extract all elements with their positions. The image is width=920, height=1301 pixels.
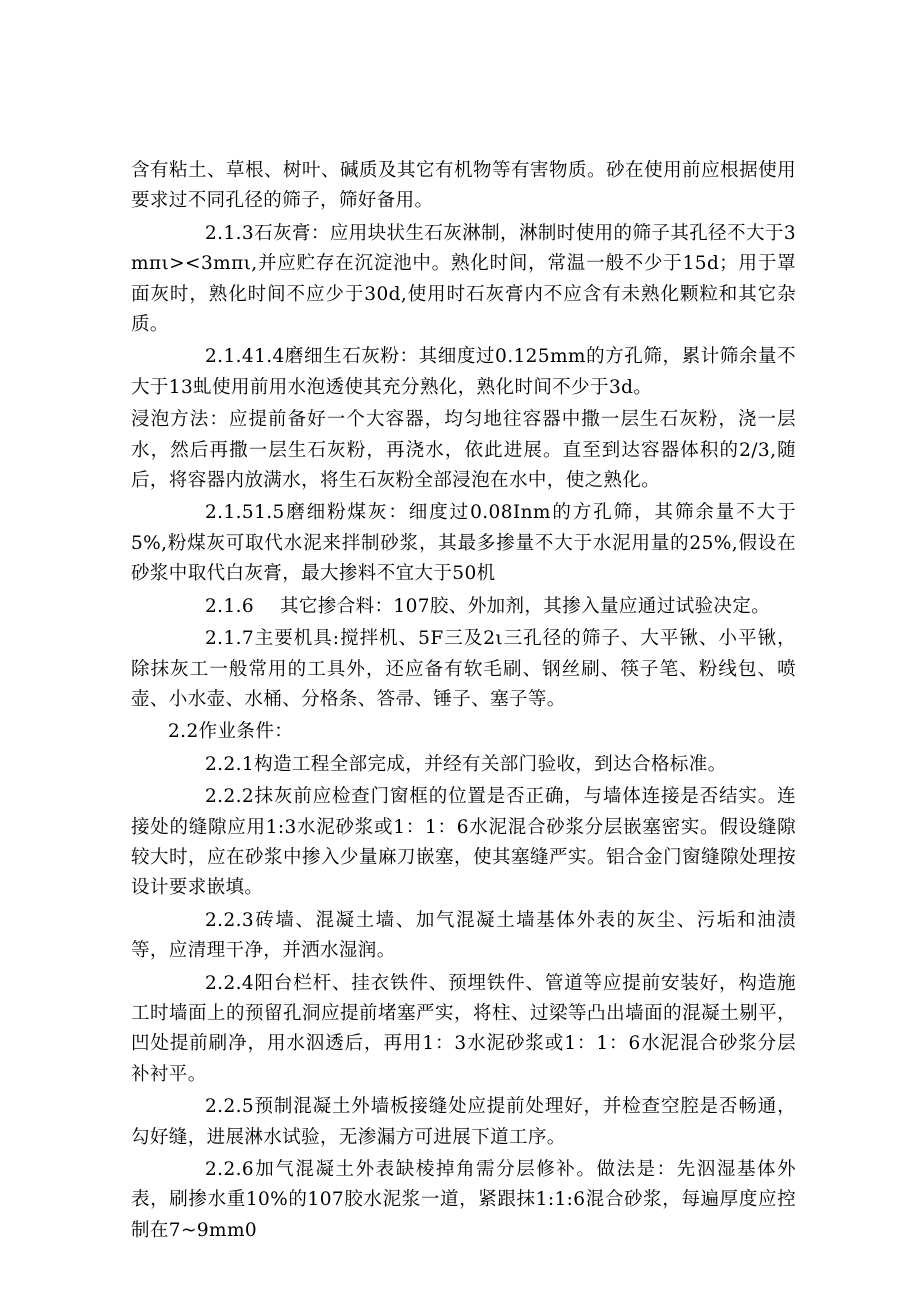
paragraph-text: 含有粘土、草根、树叶、碱质及其它有机物等有害物质。砂在使用前应根据使用要求过不同孔径的筛子，筛好备用。 (131, 160, 796, 212)
paragraph-text: 构造工程全部完成，并经有关部门验收，到达合格标准。 (254, 753, 727, 775)
paragraph-text: 1.5磨细粉煤灰：细度过0.08Inm的方孔筛，其筛余量不大于5%,粉煤灰可取代水泥来拌制砂浆，其最多掺量不大于水泥用量的25%,假设在砂浆中取代白灰膏，最大掺料不宜大于50机 (131, 502, 796, 585)
paragraph-2-1-4 (131, 342, 796, 403)
section-heading-text: 2.2作业条件： (168, 721, 294, 743)
paragraph-text: 主要机具:搅拌机、5F三及2ι三孔径的筛子、大平锹、小平锹，除抹灰工一般常用的工具外，还应备有软毛刷、钢丝刷、筷子笔、粉线包、喷壶、小水壶、水桶、分格条、答帚、锤子、塞子等。 (131, 628, 796, 710)
section-heading-2-2 (131, 717, 796, 747)
section-number: 2.1.4 (205, 346, 255, 368)
paragraph-2-1-3 (131, 219, 796, 341)
paragraph-2-2-4 (131, 969, 796, 1091)
paragraph-2-1-6 (131, 592, 796, 622)
paragraph-text: 其它掺合料：107胶、外加剂，其掺入量应通过试验决定。 (280, 595, 771, 617)
section-number: 2.2.6 (205, 1159, 255, 1180)
paragraph-soaking-method (131, 405, 796, 496)
paragraph-text: 石灰膏：应用块状生石灰淋制，淋制时使用的筛子其孔径不大于3mπι><3mπι,并应贮存在沉淀池中。熟化时间，常温一般不少于15d；用于罩面灰时，熟化时间不应少于30d,使用时石灰膏内不应含有未熟化颗粒和其它杂质。 (131, 222, 796, 336)
section-number: 2.2.2 (205, 786, 255, 808)
paragraph-text: 砖墙、混凝土墙、加气混凝土墙基体外表的灰尘、污垢和油渍等，应清理干净，并洒水湿润。 (131, 909, 796, 962)
paragraph-sand-requirements (131, 156, 796, 217)
section-number: 2.1.6 (205, 595, 255, 617)
paragraph-text: 1.4磨细生石灰粉：其细度过0.125mm的方孔筛，累计筛余量不大于13虬使用前用水泡透使其充分熟化，熟化时间不少于3d。 (131, 346, 796, 398)
paragraph-2-2-2 (131, 782, 796, 904)
paragraph-2-2-3 (131, 906, 796, 967)
section-number: 2.1.7 (205, 628, 255, 650)
document-page (131, 156, 796, 1246)
paragraph-text: 浸泡方法：应提前备好一个大容器，均匀地往容器中撒一层生石灰粉，浇一层水，然后再撒一层生石灰粉，再浇水，依此进展。直至到达容器体积的2/3,随后，将容器内放满水，将生石灰粉全部浸泡在水中，使之熟化。 (131, 409, 796, 492)
section-number: 2.2.5 (205, 1096, 255, 1118)
paragraph-2-2-1 (131, 750, 796, 780)
paragraph-text: 阳台栏杆、挂衣铁件、预埋铁件、管道等应提前安装好，构造施工时墙面上的预留孔洞应提前堵塞严实，将柱、过梁等凸出墙面的混凝土剔平，凹处提前刷净，用水泅透后，再用1：3水泥砂浆或1：1：6水泥混合砂浆分层补衬平。 (131, 972, 796, 1085)
section-number: 2.1.3 (205, 222, 255, 244)
section-number: 2.2.1 (205, 753, 255, 775)
paragraph-2-1-7 (131, 624, 796, 715)
paragraph-2-2-5 (131, 1092, 796, 1153)
paragraph-2-2-6 (131, 1155, 796, 1246)
paragraph-text: 抹灰前应检查门窗框的位置是否正确，与墙体连接是否结实。连接处的缝隙应用1:3水泥砂浆或1：1：6水泥混合砂浆分层嵌塞密实。假设缝隙较大时，应在砂浆中掺入少量麻刀嵌塞，使其塞缝严实。铝合金门窗缝隙处理按设计要求嵌填。 (131, 786, 796, 899)
paragraph-2-1-5 (131, 498, 796, 589)
section-number: 2.2.3 (205, 909, 255, 931)
section-number: 2.2.4 (205, 972, 255, 994)
section-number: 2.1.5 (205, 502, 255, 524)
paragraph-text: 加气混凝土外表缺棱掉角需分层修补。做法是：先泅湿基体外表，刷掺水重10%的107胶水泥浆一道，紧跟抹1:1:6混合砂浆，每遍厚度应控制在7~9mm0 (131, 1159, 796, 1241)
paragraph-text: 预制混凝土外墙板接缝处应提前处理好，并检查空腔是否畅通，勾好缝，进展淋水试验，无渗漏方可进展下道工序。 (131, 1096, 796, 1148)
